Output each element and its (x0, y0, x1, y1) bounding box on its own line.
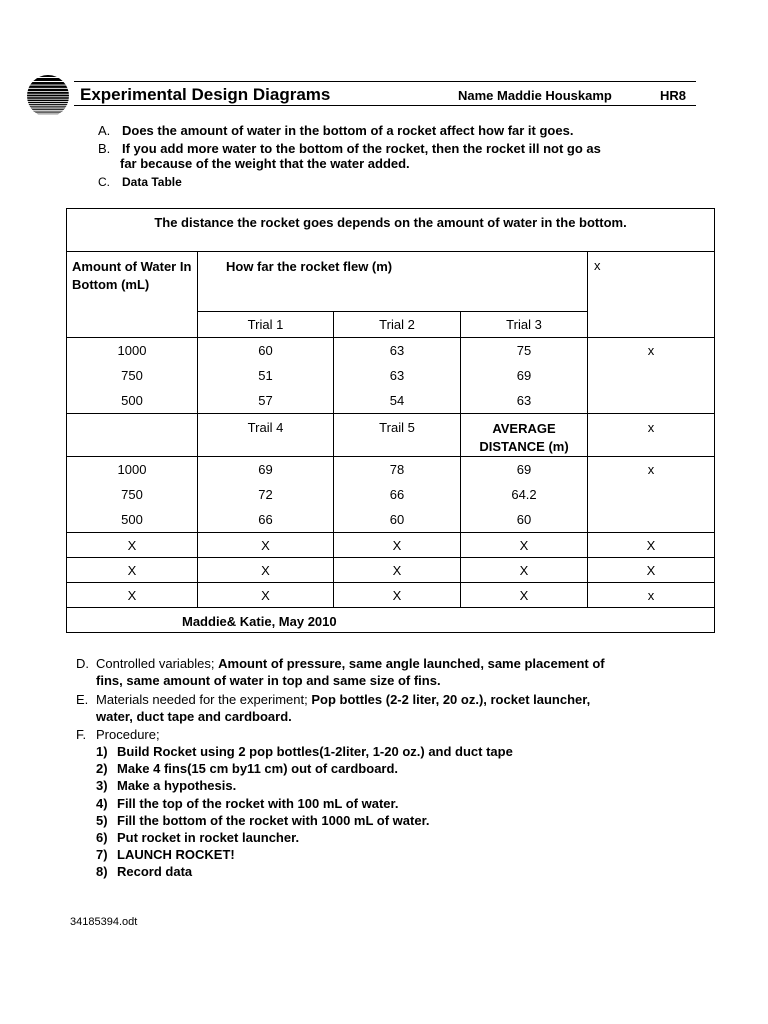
trial-4-header: Trail 4 (198, 414, 334, 457)
table-row: X X X X x (67, 583, 715, 608)
list-item: 4) Fill the top of the rocket with 100 mL of water. (96, 795, 399, 811)
question-c: C. Data Table (98, 175, 182, 189)
trial-3-header: Trial 3 (461, 312, 588, 338)
table-row: Trail 4 Trail 5 AVERAGE DISTANCE (m) x (67, 414, 715, 457)
section-f-procedure: F. Procedure; (76, 727, 160, 742)
list-item: 2) Make 4 fins(15 cm by11 cm) out of cardboard. (96, 761, 399, 777)
amount-header: Amount of Water In Bottom (mL) (67, 252, 198, 338)
table-row: X X X X X (67, 558, 715, 583)
procedure-list (96, 743, 513, 881)
section-d-controlled-variables: D. Controlled variables; Amount of pressure, same angle launched, same placement of fins, same amount of water in top and same size of fins. (76, 656, 605, 688)
header-top-rule (74, 81, 696, 82)
x-mark-header: x (588, 252, 715, 338)
table-row: 1000 750 500 69 72 66 78 66 60 69 64.2 60 x (67, 457, 715, 533)
class-code: HR8 (660, 88, 687, 103)
question-b: B. If you add more water to the bottom of the rocket, then the rocket ill not go as far because of the weight that the water added. (98, 141, 601, 171)
list-item: 6) Put rocket in rocket launcher. (96, 830, 300, 846)
list-item: 7) LAUNCH ROCKET! (96, 847, 235, 863)
student-name: Name Maddie Houskamp (458, 88, 612, 103)
table-caption: The distance the rocket goes depends on the amount of water in the bottom. (67, 209, 715, 252)
list-item: 8) Record data (96, 864, 193, 880)
data-table (66, 208, 715, 633)
header-bottom-rule (74, 105, 696, 106)
trial-5-header: Trail 5 (334, 414, 461, 457)
trial-2-header: Trial 2 (334, 312, 461, 338)
table-footer: Maddie& Katie, May 2010 (67, 608, 715, 633)
list-item: 5) Fill the bottom of the rocket with 1000 mL of water. (96, 812, 430, 828)
page-title: Experimental Design Diagrams (80, 85, 331, 104)
question-a: A. Does the amount of water in the bottom of a rocket affect how far it goes. (98, 123, 574, 138)
striped-globe-logo-icon (26, 74, 70, 118)
section-e-materials: E. Materials needed for the experiment; Pop bottles (2-2 liter, 20 oz.), rocket launcher, water, duct tape and cardboard. (76, 692, 591, 724)
table-row: 1000 750 500 60 51 57 63 63 54 75 69 63 x (67, 338, 715, 414)
trial-1-header: Trial 1 (198, 312, 334, 338)
average-distance-header: AVERAGE DISTANCE (m) (461, 414, 588, 457)
list-item: 1) Build Rocket using 2 pop bottles(1-2liter, 1-20 oz.) and duct tape (96, 744, 513, 759)
list-item: 3) Make a hypothesis. (96, 778, 237, 794)
table-row: X X X X X (67, 533, 715, 558)
file-name: 34185394.odt (70, 916, 138, 928)
flew-header: How far the rocket flew (m) (198, 252, 588, 312)
